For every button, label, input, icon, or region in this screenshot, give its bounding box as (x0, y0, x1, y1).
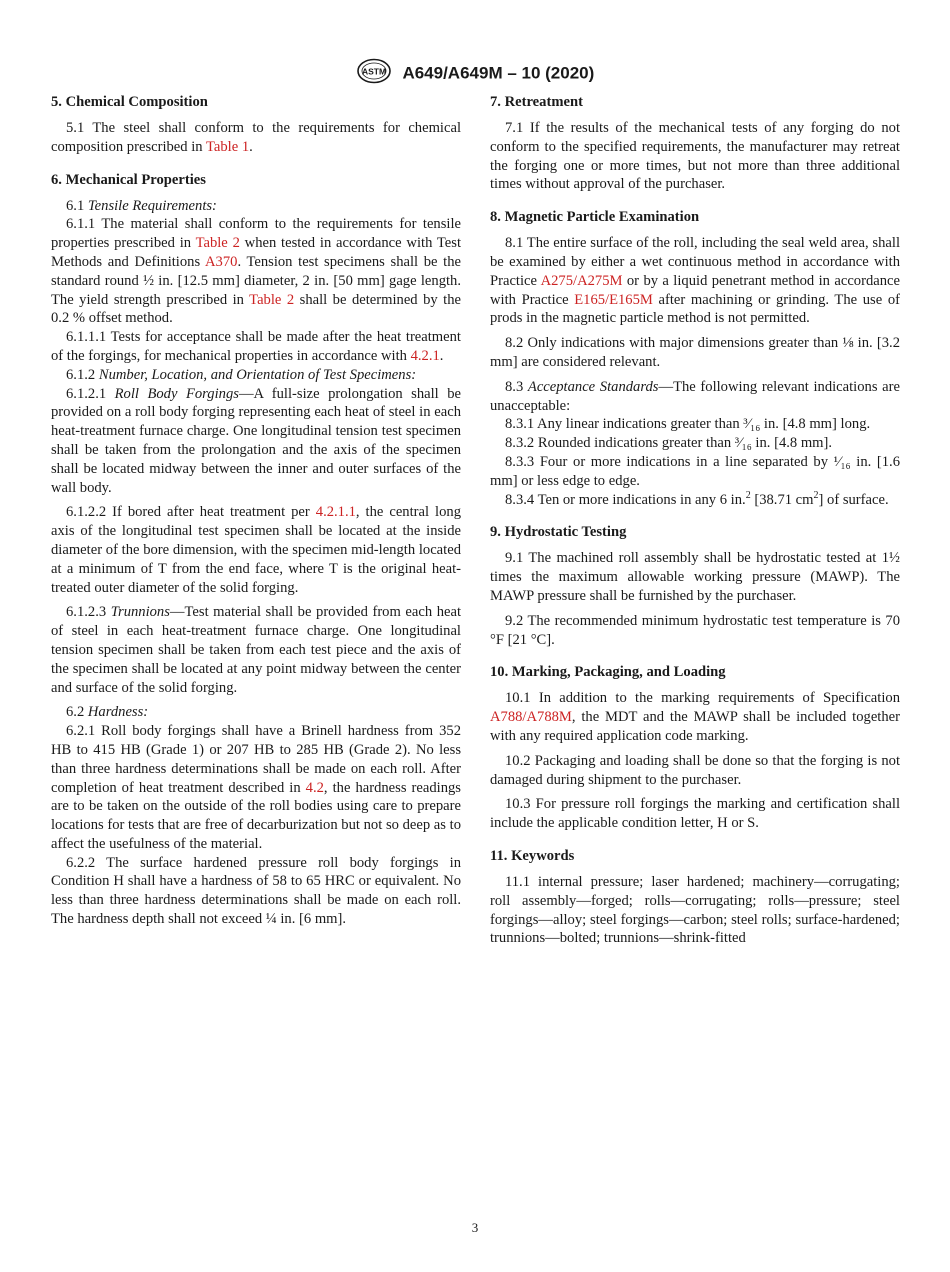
para-6-2: 6.2 Hardness: (66, 704, 149, 721)
para-9-2: 9.2 The recommended minimum hydrostatic test temperature is 70 °F [21 °C]. (490, 612, 900, 648)
para-10-1: 10.1 In addition to the marking requirements of Specification A788/A788M, the MDT and the MAWP shall be included together with any required application code marking. (490, 690, 900, 744)
para-6-2-2: 6.2.2 The surface hardened pressure roll body forgings in Condition H shall have a hardness of 58 to 65 HRC or equivalent. No less than three hardness determinations shall be made on each roll. The hardness depth shall not exceed ¼ in. [6 mm]. (51, 854, 461, 928)
para-6-2-1: 6.2.1 Roll body forgings shall have a Brinell hardness from 352 HB to 415 HB (Grade 1) or 207 HB to 285 HB (Grade 2). No less than three hardness determinations shall be made on each roll. After completion of heat treatment described in 4.2, the hardness readings are to be taken on the outside of the roll bodies using care to prepare locations for tests that are free of decarburization but not so deep as to affect the usefulness of the material. (51, 723, 461, 852)
para-8-3: 8.3 Acceptance Standards—The following relevant indications are unacceptable: (490, 378, 900, 414)
section-11 (490, 847, 900, 948)
para-6-1-2-3: 6.1.2.3 Trunnions—Test material shall be provided from each heat of steel in each heat-treatment furnace charge. One longitudinal tension specimen shall be taken from each test piece and the axis of the specimen shall be located at any point midway between the center and surface of the solid forging. (51, 604, 461, 696)
para-8-3-1: 8.3.1 Any linear indications greater than ³⁄₁₆ in. [4.8 mm] long. (505, 416, 871, 433)
section-8-heading: 8. Magnetic Particle Examination (490, 209, 700, 226)
section-10-heading: 10. Marking, Packaging, and Loading (490, 664, 726, 681)
para-6-1-1: 6.1.1 The material shall conform to the requirements for tensile properties prescribed in Table 2 when tested in accordance with Test Methods and Definitions A370. Tension test specimens shall be the standard round ½ in. [12.5 mm] diameter, 2 in. [50 mm] gage length. The yield strength prescribed in Table 2 shall be determined by the 0.2 % offset method. (51, 216, 461, 327)
section-6-heading: 6. Mechanical Properties (51, 171, 206, 188)
link-4-2-1-1[interactable]: 4.2.1.1 (315, 504, 356, 521)
para-6-1-2-1: 6.1.2.1 Roll Body Forgings—A full-size prolongation shall be provided on a roll body forging representing each heat of steel in each heat-treatment furnace charge. One longitudinal tension test specimen shall be taken from the prolongation and the axis of the specimen shall be located midway between the inner and outer surfaces of the wall body. (51, 385, 462, 496)
link-table-2[interactable]: Table 2 (249, 291, 295, 308)
para-6-1-2-2: 6.1.2.2 If bored after heat treatment per 4.2.1.1, the central long axis of the longitudinal test specimen shall be located at the inside diameter of the bore dimension, with the specimen mid-length located at a minimum of T from the end face, where T is the original heat-treated outer diameter of the solid forging. (51, 504, 461, 596)
link-a370[interactable]: A370 (205, 253, 238, 270)
link-e165[interactable]: E165/E165M (574, 291, 653, 308)
para-10-2: 10.2 Packaging and loading shall be done so that the forging is not damaged during shipment to the purchaser. (490, 752, 900, 788)
svg-text:ASTM: ASTM (361, 66, 386, 77)
link-4-2[interactable]: 4.2 (305, 779, 324, 796)
right-column (490, 93, 900, 962)
page-header (0, 58, 950, 89)
section-10 (490, 663, 900, 833)
section-7 (490, 93, 900, 194)
astm-logo-icon (356, 58, 392, 89)
para-5-1: 5.1 The steel shall conform to the requirements for chemical composition prescribed in Table 1. (51, 120, 461, 155)
section-5-heading: 5. Chemical Composition (51, 94, 208, 110)
para-7-1: 7.1 If the results of the mechanical tests of any forging do not conform to the specified requirements, the manufacturer may retreat the forging one or more times, but not more than three additional times without approval of the purchaser. (490, 120, 900, 193)
para-8-3-3: 8.3.3 Four or more indications in a line separated by ¹⁄₁₆ in. [1.6 mm] or less edge to edge. (490, 453, 900, 489)
left-column (51, 93, 461, 943)
section-9 (490, 523, 900, 649)
section-9-heading: 9. Hydrostatic Testing (490, 524, 627, 541)
para-6-1: 6.1 Tensile Requirements: (66, 197, 217, 214)
section-11-heading: 11. Keywords (490, 847, 575, 864)
para-10-3: 10.3 For pressure roll forgings the marking and certification shall include the applicable condition letter, H or S. (490, 796, 900, 832)
section-8 (490, 208, 900, 509)
document-designation: A649/A649M – 10 (2020) (402, 63, 595, 83)
para-9-1: 9.1 The machined roll assembly shall be hydrostatic tested at 1½ times the maximum allowable working pressure (MAWP). The MAWP pressure shall be furnished by the purchaser. (490, 550, 900, 604)
para-8-3-4: 8.3.4 Ten or more indications in any 6 in.$^2$ [38.71 $cm^2$] of surface. (505, 489, 889, 508)
section-6 (51, 171, 461, 929)
para-8-1: 8.1 The entire surface of the roll, including the seal weld area, shall be examined by either a wet continuous method in accordance with Practice A275/A275M or by a liquid penetrant method in accordance with Practice E165/E165M after machining or grinding. The use of prods in the magnetic particle method is not permitted. (490, 235, 900, 327)
para-6-1-2: 6.1.2 Number, Location, and Orientation of Test Specimens: (66, 366, 417, 383)
section-5 (51, 93, 461, 157)
section-7-heading: 7. Retreatment (490, 94, 583, 110)
link-4-2-1[interactable]: 4.2.1 (410, 347, 440, 364)
link-table-2[interactable]: Table 2 (195, 235, 240, 252)
para-6-1-1-1: 6.1.1.1 Tests for acceptance shall be made after the heat treatment of the forgings, for mechanical properties in accordance with 4.2.1. (51, 329, 461, 364)
link-a788[interactable]: A788/A788M (490, 709, 572, 726)
para-11-1: 11.1 internal pressure; laser hardened; machinery—corrugating; roll assembly—forged; rolls—corrugating; rolls—pressure; steel forgings—alloy; steel forgings—carbon; steel rolls; surface-hardened; trunnions—bolted; trunnions—shrink-fitted (490, 873, 900, 947)
para-8-2: 8.2 Only indications with major dimensions greater than ⅛ in. [3.2 mm] are considered relevant. (490, 335, 900, 370)
page-number: 3 (471, 1220, 479, 1235)
link-a275[interactable]: A275/A275M (540, 272, 623, 289)
para-8-3-2: 8.3.2 Rounded indications greater than ³⁄₁₆ in. [4.8 mm]. (505, 435, 833, 452)
link-table-1[interactable]: Table 1 (205, 138, 250, 155)
